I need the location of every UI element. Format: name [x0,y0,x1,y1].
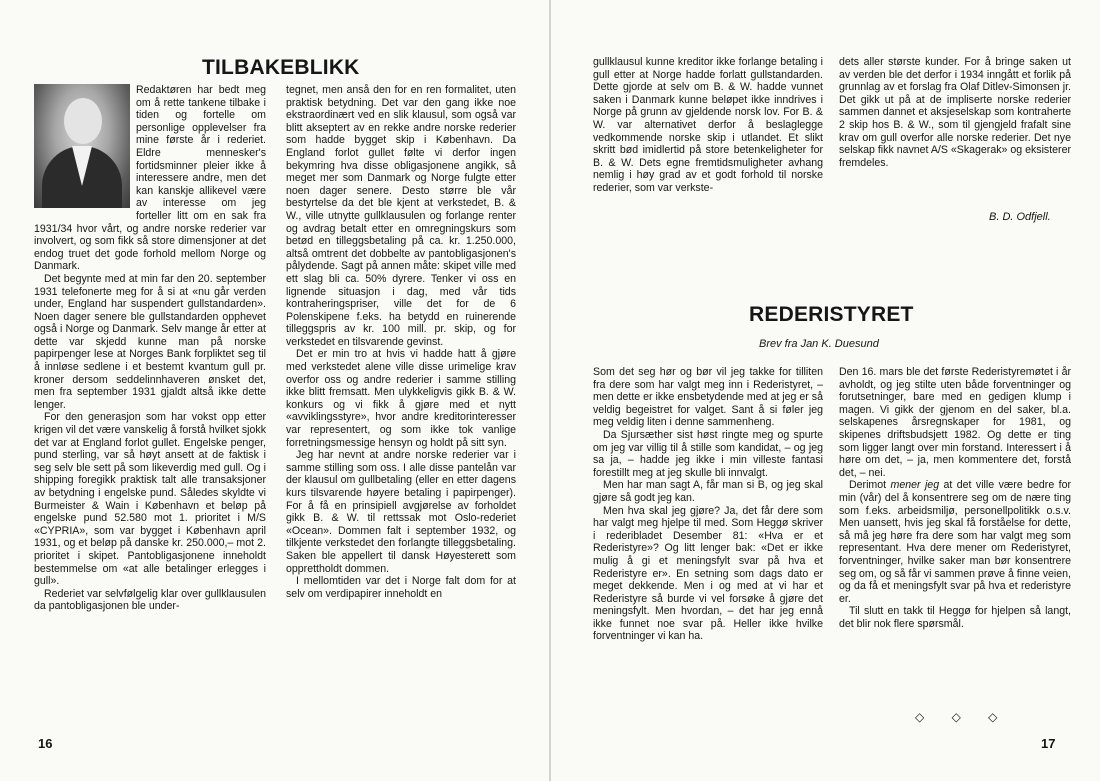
paragraph: dets aller største kunder. For å bringe saken ut av verden ble det derfor i 1934 inngått et forlik på grunnlag av et forslag fra Olaf Ditlev-Simonsen jr. Det gikk ut på at de impliserte norske rederier sammen dannet et aksjeselskap som kontraherte 2 skip hos B. & W., som til gjengjeld frafalt sine krav om gull overfor alle norske rederier. Det nye selskap fikk navnet A/S «Skagerak» og eksisterer fremdeles. [839,56,1071,169]
article-title: REDERISTYRET [749,303,914,326]
left-page [0,0,549,781]
paragraph: tegnet, men anså den for en ren formalitet, uten praktisk betydning. Det var den gang ikke noe ekstraordinært ved en slik klausul, som også var blitt akseptert av en rekke andre norske rederier som hadde bygget skip i København. Da England forlot gullet følte vi derfor ingen bekymring hva disse obligasjonene angikk, så meget mer som Danmark og Norge fulgte etter noen dager senere. Desto større ble vår bestyrtelse da det ble kjent at verkstedet, B. & W., ville utnytte gullklausulen og forlange renter og avdrag betalt etter en omregningskurs som betød en tilleggsbetaling på ca. kr. 1.250.000, altså omtrent det dobbelte av pantobligasjonen's pålydende. Sagt på annen måte: skipet ville med ett slag bli ca. 50% dyrere. Tenker vi oss en lignende situasjon i dag, med vår tids kontraheringspriser, ville det for de 6 Polenskipene f.eks. ha betydd en ruinerende tilleggspris av kr. 100 mill. pr. skip, og for verkstedet en tilsvarende gevinst. [286,84,516,348]
continuation-column-1 [593,56,823,256]
paragraph: Men har man sagt A, får man si B, og jeg skal gjøre så godt jeg kan. [593,479,823,504]
paragraph: Det er min tro at hvis vi hadde hatt å gjøre med verkstedet alene ville disse urimelige krav overfor oss og andre rederier i samme stilling ikke blitt fremsatt. Men ulykkeligvis gikk B. & W. konkurs og vi fikk å gjøre med et nytt «avviklingsstyre», hvor andre kreditorinteresser var representert, og som ikke tok vanlige forretningsmessige hensyn og holdt på sitt syn. [286,348,516,449]
paragraph: Men hva skal jeg gjøre? Ja, det får dere som har valgt meg hjelpe til med. Som Heggø skriver i rederibladet Desember 81: «Hva er et Rederistyre»? Og litt lenger bak: «Det er ikke mulig å gi et meningsfylt svar på hva et Rederistyre er». En setning som dags dato er meget dekkende. Men i og med at vi har et Rederistyre så burde vi vel forsøke å gjøre det meningsfylt. Men hvordan, – det har jeg ennå ikke funnet noe svar på. Heller ikke hvilke forventninger vi kan ha. [593,504,823,643]
paragraph: Jeg har nevnt at andre norske rederier var i samme stilling som oss. I alle disse pantelån var der klausul om gullbetaling (eller en etter dagens kurs tilsvarende høyere betaling i papirpenger). For å få en prinsipiell avgjørelse av forholdet gikk B. & W. til rettssak mot Oslo-rederiet «Ocean». Dommen falt i september 1932, og tilkjente verkstedet den forlangte tilleggsbetaling. Saken ble appellert til dansk Høyesterett som opprettholdt dommen. [286,449,516,575]
article-title: TILBAKEBLIKK [202,56,360,79]
paragraph: gullklausul kunne kreditor ikke forlange betaling i gull etter at Norge hadde forlatt gullstandarden. Dette gjorde at selv om B. & W. hadde vunnet saken i Danmark kunne beløpet ikke inndrives i Norge på grunn av gjeldende norsk lov. For B. & W. var alternativet derfor å beslaglegge vedkommende norske skip i utlandet. Et slikt skritt bød imidlertid på store betenkeligheter for B. & W. Dets egne fremtidsmuligheter avhang nemlig i høy grad av et godt forhold til norske rederier, som var verkste- [593,56,823,194]
paragraph: Til slutt en takk til Heggø for hjelpen så langt, det blir nok flere spørsmål. [839,605,1071,630]
rederistyret-column-2 [839,366,1071,706]
rederistyret-column-1 [593,366,823,736]
paragraph: Som det seg hør og bør vil jeg takke for tilliten fra dere som har valgt meg inn i Rederistyret, – men dette er ikke ensbetydende med at jeg er så veldig begeistret for valget. Sant å si føler jeg meg veldig liten i denne sammenheng. [593,366,823,429]
text-run: at det ville være bedre for min (vår) del å konsentrere seg om de nære ting som f.eks. arbeidsmiljø, personellpolitikk o.s.v. Men uansett, hvis jeg skal få forståelse for dette, så må jeg høre fra dere som har valgt meg som representant. Hva dere mener om Rederistyret, forventninger, hvilke saker man bør konsentrere seg om, og så får vi sammen prøve å finne veien, og da få et meningsfylt svar på hva et rederistyre er. [839,479,1071,605]
article-subtitle: Brev fra Jan K. Duesund [759,338,879,350]
page-number: 16 [38,736,53,751]
right-page [551,0,1100,781]
emphasis: mener jeg [890,479,940,492]
left-column-2 [286,84,516,734]
paragraph: Da Sjursæther sist høst ringte meg og spurte om jeg var villig til å stille som kandidat, – og jeg sa ja, – hadde jeg ikke i min villeste fantasi forestillt meg at jeg skulle bli innvalgt. [593,428,823,479]
left-column-1 [34,84,266,734]
paragraph: Rederiet var selvfølgelig klar over gullklausulen da pantobligasjonen ble under- [34,587,266,613]
paragraph: For den generasjon som har vokst opp etter krigen vil det være vanskelig å forstå hvilket sjokk det var at England forlot gullet. Engelske penger, pund sterling, var så høyt ansett at de faktisk i seg selv ble sett på som likeverdig med gull. Og i shipping foregikk praktisk talt alle transaksjoner av betydning i engelske pund. Således skyldte vi Burmeister & Wain i København et beløp på engelske pund 52.580 mot 1. prioritet i M/S «CYPRIA», som var bygget i København april 1931, og et beløp på danske kr. 250.000,– mot 2. prioritet i skipet. Pantobligasjonene inneholdt bestemmelse om «at alle betalinger erlegges i gull». [34,411,266,588]
continuation-column-2 [839,56,1071,206]
author-photo [34,84,130,208]
paragraph: Det begynte med at min far den 20. september 1931 telefonerte meg for å si at «nu går verden under, England har suspendert gullstandarden». Noen dager senere ble gullstandarden opphevet også i Norge og Danmark. Selv mange år etter at dette var skjedd kunne man på norske papirpenger lese at Norges Bank forpliktet seg til å innløse sedlene i et bestemt kvantum gull pr. kroner dersom seddelinnhaveren ønsket det, men fra september 1931 gjaldt altså ikke dette lenger. [34,272,266,411]
paragraph: I mellomtiden var det i Norge falt dom for at selv om verdipapirer inneholdt en [286,575,516,600]
paragraph [839,479,1071,605]
page-number: 17 [1041,736,1056,751]
ornament-divider: ◇ ◇ ◇ [915,710,1010,724]
author-signature: B. D. Odfjell. [989,211,1051,223]
paragraph: Den 16. mars ble det første Rederistyremøtet i år avholdt, og jeg stilte uten både forventninger og forutsetninger, bare med en gedigen klump i magen. Vi gikk der gjenom en del saker, bl.a. selskapenes årsregnskaper for 1981, og skipenes driftsbudsjett 1982. Og dette er ting som ligger langt over min forstand. Interessert i å høre om det, – ja, men kommentere det, forstå det, – nei. [839,366,1071,479]
text-run: Derimot [849,479,891,492]
paragraph: Redaktøren har bedt meg om å rette tankene tilbake i tiden og fortelle om personlige opplevelser fra mine første år i rederiet. Eldre mennesker's fortidsminner pleier ikke å interessere andre, men det kan kanskje allikevel være av interesse om jeg forteller litt om en sak fra 1931/34 hvor vårt, og andre norske rederier var involvert, og som fikk så store dimensjoner at det endog truet det gode forhold mellom Norge og Danmark. [34,84,266,273]
